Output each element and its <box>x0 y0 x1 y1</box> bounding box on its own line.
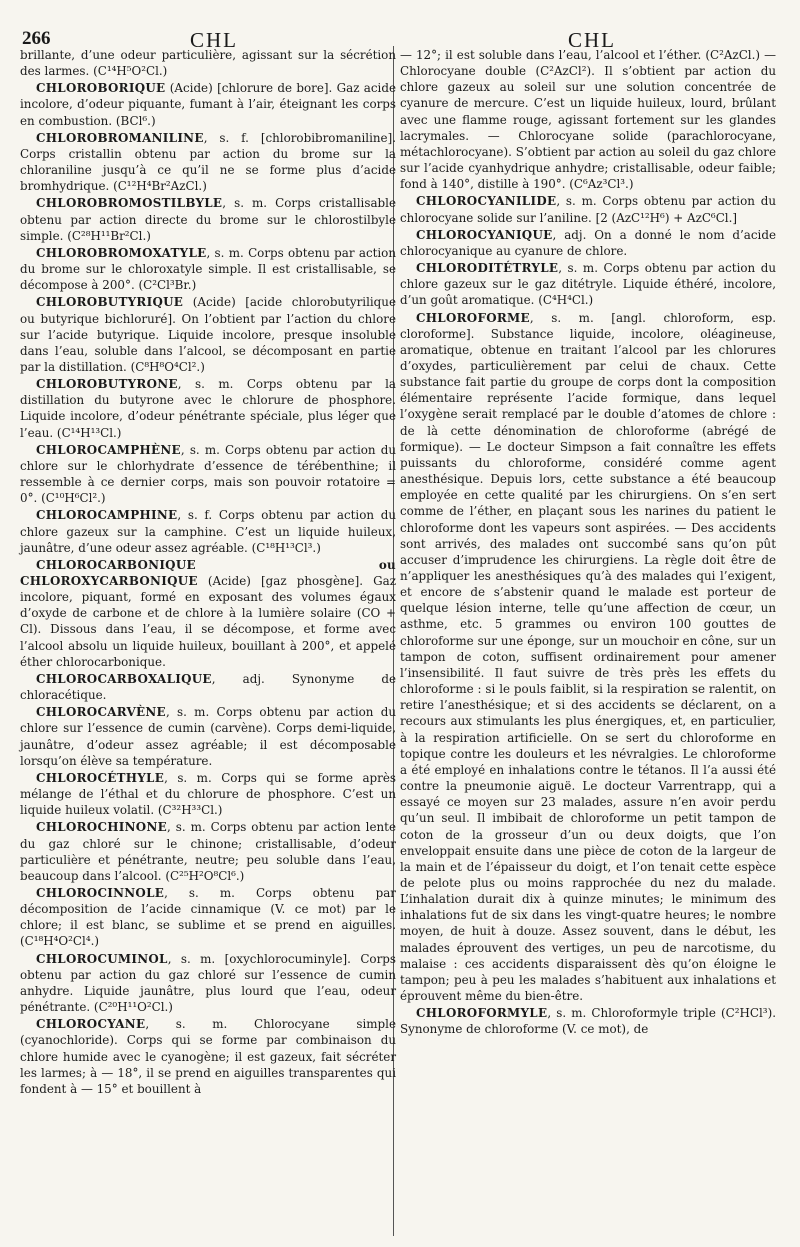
entry-text: , adj. Synonyme de chloracétique. <box>20 671 396 703</box>
entry-headword: CHLOROCARBOXALIQUE <box>36 671 212 686</box>
entry-text: , s. f. Corps obtenu par action du chlore gazeux sur la camphine. C’est un liquide huileux, jaunâtre, d’une odeur assez agréable. (C¹⁸H¹³Cl³.) <box>20 508 396 555</box>
dictionary-entry <box>20 885 396 950</box>
entry-headword: CHLOROCYANIQUE <box>416 227 553 242</box>
dictionary-entry <box>20 376 396 441</box>
entry-headword: CHLOROCHINONE <box>36 820 167 835</box>
dictionary-entry <box>20 130 396 195</box>
entry-text: (Acide) [acide chlorobutyrilique ou butyrique bichloruré]. On l’obtient par l’action du chlore sur l’acide butyrique. Liquide incolore, presque insoluble dans l’eau, soluble dans l’alcool, se décomposant en partie par la distillation. (C⁸H⁸O⁴Cl².) <box>20 295 396 374</box>
dictionary-entry <box>20 770 396 818</box>
left-column <box>20 47 396 1098</box>
dictionary-entry <box>20 1016 396 1097</box>
dictionary-entry <box>20 557 396 670</box>
dictionary-entry <box>400 310 776 1005</box>
entry-headword: CHLOROCAMPHINE <box>36 508 178 523</box>
entry-text: (Acide) [gaz phosgène]. Gaz incolore, piquant, formé en exposant des volumes égaux d’oxyde de carbone et de chlore à la lumière solaire (CO + Cl). Dissous dans l’eau, il se décompose, et forme avec l’alcool absolu un liquide huileux, bouillant à 200°, et appelé éther chlorocarbonique. <box>20 574 396 669</box>
entry-text: , s. m. [angl. chloroform, esp. cloroforme]. Substance liquide, incolore, oléagineuse, aromatique, obtenue en traitant l’alcool par les chlorures d’oxydes, particulièrement par celui de chaux. Cette substance fait partie du groupe de corps dont la composition élémentaire représente l’acide formique, dans lequel l’oxygène serait remplacé par le double d’atomes de chlore : de là cette dénomination de chloroforme (abrégé de formique). — Le docteur Simpson a fait connaître les effets puissants du chloroforme, considéré comme agent anesthésique. Depuis lors, cette substance a été beaucoup employée en cette qualité par les chirurgiens. On s’en sert comme de l’éther, en plaçant sous les narines du patient le chloroforme dont les vapeurs sont aspirées. — Des accidents sont arrivés, des malades ont succombé sans qu’on pût accuser d’imprudence les chirurgiens. La règle doit être de n’appliquer les anesthésiques qu’à des malades qui l’exigent, et encore de s’abstenir quand le malade est porteur de quelque lésion interne, telle qu’une affection de cœur, un asthme, etc. 5 grammes ou environ 100 gouttes de chloroforme sur une éponge, sur un mouchoir en cône, sur un tampon de coton, suffisent ordinairement pour amener l’insensibilité. Il faut suivre de très près les effets du chloroforme : si le pouls faiblit, si la respiration se ralentit, on retire l’anesthésique; et si des accidents se déclarent, on a recours aux stimulants les plus énergiques, et, en particulier, à la respiration artificielle. On se sert du chloroforme en topique contre les douleurs et les névralgies. Le chloroforme a été employé en inhalations contre le tétanos. Il l’a aussi été contre la pneumonie aiguë. Le docteur Varrentrapp, qui a essayé ce moyen sur 23 malades, assure n’en avoir perdu qu’un seul. Il imbibait de chloroforme un petit tampon de coton de la grosseur d’un ou deux doigts, que l’on enveloppait ensuite dans une pièce de coton de la largeur de la main et de l’épaisseur du doigt, et l’on tenait cette espèce de pelote plus ou moins rapprochée du nez du malade. L’inhalation durait dix à quinze minutes; le minimum des inhalations fut de six dans les vingt-quatre heures; le nombre moyen, de huit à douze. Assez souvent, dans le début, les malades éprouvent des vertiges, un peu de narcotisme, du malaise : ces accidents disparaissent dès qu’on éloigne le tampon; peu à peu les malades s’habituent aux inhalations et éprouvent même du bien-être. <box>400 310 776 1004</box>
entry-headword: CHLOROCYANILIDE <box>416 194 557 209</box>
entry-text: , adj. On a donné le nom d’acide chlorocyanique au cyanure de chlore. <box>400 227 776 258</box>
entry-text: , s. m. Chloroformyle triple (C²HCl³). Synonyme de chloroforme (V. ce mot), de <box>400 1006 776 1037</box>
dictionary-entry <box>20 819 396 884</box>
entry-text: , s. m. Corps qui se forme après mélange de l’éthal et du chlorure de phosphore. C’est un liquide huileux volatil. (C³²H³³Cl.) <box>20 770 396 818</box>
entry-text: , s. m. Corps obtenu par action du chlore sur l’essence de cumin (carvène). Corps demi-liquide, jaunâtre, d’odeur assez agréable; il est décomposable lorsqu’on élève sa température. <box>20 705 396 768</box>
dictionary-entry <box>20 245 396 293</box>
entry-text: , s. m. Chlorocyane simple (cyanochloride). Corps qui se forme par combinaison du chlore humide avec le cyanogène; il est gazeux, fait sécréter les larmes; à — 18°, il se prend en aiguilles transparentes qui fondent à — 15° et bouillent à <box>20 1017 396 1096</box>
entry-headword: CHLOROBROMOXATYLE <box>36 245 207 260</box>
entry-headword: CHLOROCINNOLE <box>36 885 165 900</box>
dictionary-entry <box>20 47 396 79</box>
entry-text: , s. f. [chlorobibromaniline]. Corps cristallin obtenu par action du brome sur la chloraniline jusqu’à ce qu’il ne se forme plus d’acide bromhydrique. (C¹²H⁴Br²AzCl.) <box>20 130 396 194</box>
entry-headword: CHLOROCÉTHYLE <box>36 770 165 785</box>
dictionary-entry <box>400 47 776 192</box>
dictionary-entry <box>400 260 776 308</box>
entry-text: , s. m. Corps obtenu par action lente du gaz chloré sur le chinone; cristallisable, d’odeur particulière et pénétrante, neutre; peu soluble dans l’eau, beaucoup dans l’alcool. (C²⁵H²O⁸Cl⁶.) <box>20 820 396 883</box>
entry-text: , s. m. Corps obtenu par action du brome sur le chloroxatyle simple. Il est cristallisable, se décompose à 200°. (C²Cl³Br.) <box>20 245 396 293</box>
running-head-left: CHL <box>190 28 238 52</box>
dictionary-entry <box>20 442 396 507</box>
dictionary-entry <box>20 80 396 128</box>
entry-text: , s. m. [oxychlorocuminyle]. Corps obtenu par action du gaz chloré sur l’essence de cumin anhydre. Liquide jaunâtre, plus lourd que l’eau, odeur pénétrante. (C²⁰H¹¹O²Cl.) <box>20 951 396 1015</box>
dictionary-entry <box>400 227 776 259</box>
entry-text: brillante, d’une odeur particulière, agissant sur la sécrétion des larmes. (C¹⁴H⁵O²Cl.) <box>20 48 396 79</box>
entry-text: (Acide) [chlorure de bore]. Gaz acide incolore, d’odeur piquante, fumant à l’air, éteignant les corps en combustion. (BCl⁶.) <box>20 81 396 128</box>
dictionary-entry <box>20 195 396 243</box>
right-column <box>400 47 776 1039</box>
entry-headword: CHLOROFORMYLE <box>416 1006 548 1021</box>
entry-text: , s. m. Corps obtenu par action du chlore gazeux sur le gaz ditétryle. Liquide éthéré, incolore, d’un goût aromatique. (C⁴H⁴Cl.) <box>400 261 776 308</box>
entry-headword: CHLOROCAMPHÈNE <box>36 442 181 457</box>
entry-text: , s. m. Corps obtenu par action du chlorocyane solide sur l’aniline. [2 (AzC¹²H⁶) + AzC⁶Cl.] <box>400 194 776 225</box>
entry-headword: CHLOROCARVÈNE <box>36 705 166 720</box>
entry-headword: CHLOROFORME <box>416 310 530 325</box>
entry-headword: CHLOROBROMANILINE <box>36 130 204 145</box>
entry-text: — 12°; il est soluble dans l’eau, l’alcool et l’éther. (C²AzCl.) — Chlorocyane double (C²AzCl²). Il s’obtient par action du chlore gazeux au soleil sur une solution concentrée de cyanure de mercure. C’est un liquide huileux, lourd, brûlant avec une flamme rouge, agissant fortement sur les glandes lacrymales. — Chlorocyane solide (parachlorocyane, métachlorocyane). S’obtient par action au soleil du gaz chlore sur l’acide cyanhydrique anhydre; cristallisable, odeur faible; fond à 140°, distille à 190°. (C⁶Az³Cl³.) <box>400 48 776 192</box>
dictionary-entry <box>20 294 396 375</box>
entry-headword: CHLOROCYANE <box>36 1017 146 1032</box>
entry-text: , s. m. Corps obtenu par décomposition de l’acide cinnamique (V. ce mot) par le chlore; il est blanc, se sublime et se prend en aiguilles. (C¹⁸H⁴O²Cl⁴.) <box>20 885 396 949</box>
entry-headword: CHLOROCARBONIQUE ou CHLOROXYCARBONIQUE <box>20 557 396 588</box>
entry-text: , s. m. Corps cristallisable obtenu par action directe du brome sur le chlorostilbyle simple. (C²⁸H¹¹Br²Cl.) <box>20 196 396 243</box>
entry-text: , s. m. Corps obtenu par action du chlore sur le chlorhydrate d’essence de térébenthine; il ressemble à ce dernier corps, mais son pouvoir rotatoire = 0°. (C¹⁰H⁶Cl².) <box>20 442 396 506</box>
entry-headword: CHLOROBROMOSTILBYLE <box>36 196 223 211</box>
page-number: 266 <box>22 28 51 49</box>
dictionary-entry <box>20 671 396 703</box>
dictionary-entry <box>400 193 776 225</box>
dictionary-entry <box>400 1005 776 1037</box>
entry-headword: CHLORODITÉTRYLE <box>416 261 559 276</box>
entry-headword: CHLOROBUTYRONE <box>36 377 178 392</box>
dictionary-entry <box>20 704 396 769</box>
dictionary-entry <box>20 951 396 1016</box>
entry-headword: CHLOROCUMINOL <box>36 951 168 966</box>
running-head-right: CHL <box>568 28 616 52</box>
entry-headword: CHLOROBORIQUE <box>36 81 166 96</box>
dictionary-entry <box>20 507 396 555</box>
entry-headword: CHLOROBUTYRIQUE <box>36 295 184 310</box>
entry-text: , s. m. Corps obtenu par la distillation du butyrone avec le chlorure de phosphore. Liquide incolore, d’odeur pénétrante spéciale, plus léger que l’eau. (C¹⁴H¹³Cl.) <box>20 377 396 440</box>
